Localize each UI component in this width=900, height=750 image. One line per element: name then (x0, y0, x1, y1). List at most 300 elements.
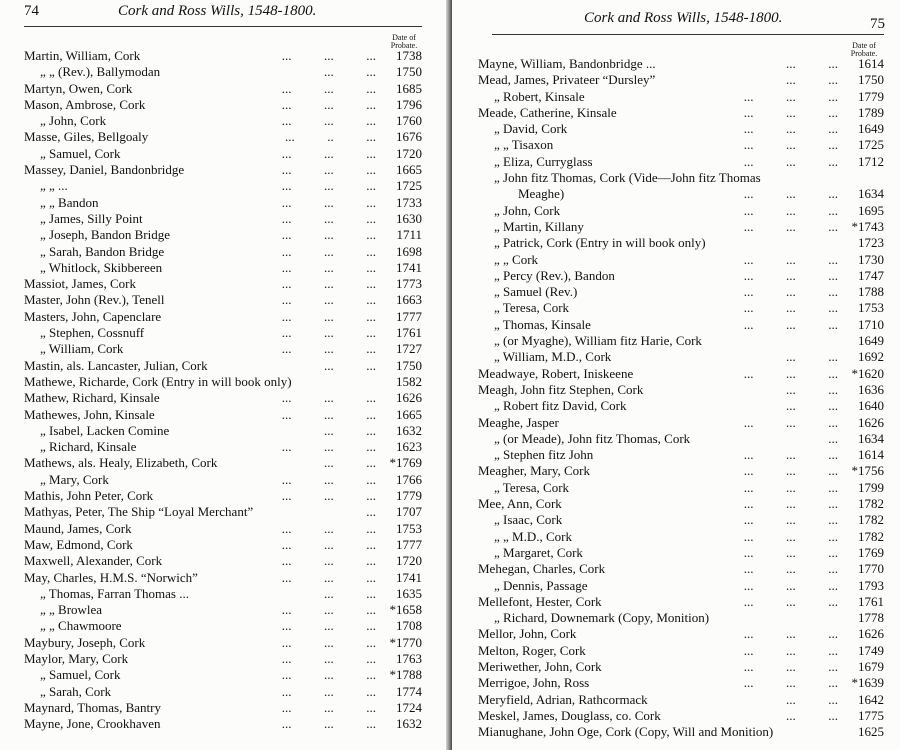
entry-name: Mianughane, John Oge, Cork (Copy, Will and Monition) (478, 724, 774, 740)
entry-row (24, 602, 422, 618)
entry-leader-dots: ... ... ... (281, 145, 376, 161)
entry-row (478, 626, 884, 642)
entry-leader-dots: ... ... ... (743, 251, 838, 267)
entry-name: Meaghe) (518, 186, 565, 202)
entry-leader-dots: ... ... ... (743, 626, 838, 642)
entry-probate-year: 1707 (396, 504, 422, 520)
entry-leader-dots: ... ... ... (281, 80, 376, 96)
entry-row (24, 97, 422, 113)
entry-probate-year: 1788 (858, 284, 884, 300)
entry-probate-year: 1741 (396, 259, 422, 275)
entry-leader-dots: ... ... ... (743, 642, 838, 658)
entry-probate-year: 1723 (858, 235, 884, 251)
entry-probate-year: 1695 (858, 202, 884, 218)
entry-leader-dots: ... ... ... (281, 406, 376, 422)
entry-name: „ Patrick, Cork (Entry in will book only) (494, 235, 706, 251)
entry-leader-dots: ... ... (324, 585, 376, 601)
entry-row (478, 463, 884, 479)
right-entry-list (478, 56, 884, 740)
entry-row (478, 252, 884, 268)
entry-name: „ „ M.D., Cork (494, 528, 572, 544)
entry-name: Mead, James, Privateer “Dursley” (478, 72, 656, 88)
entry-name: Mathews, als. Healy, Elizabeth, Cork (24, 455, 218, 471)
entry-leader-dots: ... ... (786, 691, 838, 707)
entry-name: „ John, Cork (40, 113, 107, 129)
entry-row (24, 472, 422, 488)
entry-probate-year: 1777 (396, 308, 422, 324)
entry-leader-dots: ... ... ... (743, 218, 838, 234)
entry-row (24, 700, 422, 716)
entry-leader-dots: ... ... (324, 455, 376, 471)
entry-probate-year: 1640 (858, 398, 884, 414)
entry-name: Massiot, James, Cork (24, 276, 136, 292)
left-entry-list (24, 48, 422, 732)
entry-leader-dots: ... ... ... (743, 121, 838, 137)
entry-probate-year: 1793 (858, 577, 884, 593)
entry-name: Maybury, Joseph, Cork (24, 634, 146, 650)
entry-row (24, 81, 422, 97)
entry-row (24, 260, 422, 276)
entry-row (24, 423, 422, 439)
entry-row (478, 203, 884, 219)
entry-name: „ „ (Rev.), Ballymodan (40, 64, 161, 80)
entry-name: Merrigoe, John, Ross (478, 675, 590, 691)
entry-row (478, 317, 884, 333)
entry-name: „ Sarah, Bandon Bridge (40, 243, 165, 259)
entry-leader-dots: ... ... ... (281, 390, 376, 406)
entry-leader-dots: ... ... (786, 707, 838, 723)
entry-leader-dots: ... ... ... (281, 650, 376, 666)
entry-leader-dots: ... ... ... (281, 178, 376, 194)
entry-name: Meriwether, John, Cork (478, 658, 602, 674)
entry-row (24, 455, 422, 471)
entry-name: Mason, Ambrose, Cork (24, 96, 146, 112)
entry-leader-dots: ... ... ... (281, 341, 376, 357)
entry-probate-year: 1725 (858, 137, 884, 153)
entry-row (478, 398, 884, 414)
right-column-header-line-1: Date of (852, 41, 876, 50)
entry-name: Mellor, John, Cork (478, 626, 577, 642)
entry-probate-year: 1747 (858, 267, 884, 283)
entry-leader-dots: ... ... ... (743, 186, 838, 202)
entry-row (24, 341, 422, 357)
entry-probate-year: *1769 (389, 455, 422, 471)
entry-name: Mathew, Richard, Kinsale (24, 390, 160, 406)
entry-probate-year: 1685 (396, 80, 422, 96)
entry-leader-dots: ... ... ... (743, 675, 838, 691)
entry-row (478, 415, 884, 431)
entry-name: Maund, James, Cork (24, 520, 132, 536)
entry-row (24, 129, 422, 145)
right-page (452, 0, 900, 750)
entry-name: „ Stephen, Cossnuff (40, 325, 145, 341)
entry-row (24, 309, 422, 325)
entry-row (478, 594, 884, 610)
entry-probate-year: 1760 (396, 113, 422, 129)
entry-leader-dots: ... ... ... (281, 308, 376, 324)
entry-probate-year: 1698 (396, 243, 422, 259)
entry-name: „ Joseph, Bandon Bridge (40, 227, 170, 243)
entry-name: Mathyas, Peter, The Ship “Loyal Merchant” (24, 504, 254, 520)
entry-probate-year: 1769 (858, 544, 884, 560)
entry-name: Mastin, als. Lancaster, Julian, Cork (24, 357, 208, 373)
entry-leader-dots: ... ... ... (281, 536, 376, 552)
entry-probate-year: 1779 (858, 88, 884, 104)
entry-leader-dots: ... ... ... (281, 325, 376, 341)
entry-leader-dots: ... ... ... (281, 210, 376, 226)
entry-row (24, 684, 422, 700)
entry-row (478, 431, 884, 447)
entry-name: „ Samuel, Cork (40, 145, 121, 161)
entry-row (478, 545, 884, 561)
entry-leader-dots: ... ... ... (743, 512, 838, 528)
entry-leader-dots: ... ... ... (743, 463, 838, 479)
entry-row (478, 529, 884, 545)
entry-row (478, 561, 884, 577)
entry-probate-year: 1665 (396, 406, 422, 422)
entry-probate-year: 1636 (858, 381, 884, 397)
entry-row (478, 137, 884, 153)
entry-leader-dots: ... (828, 430, 838, 446)
entry-row (24, 113, 422, 129)
entry-leader-dots: ... ... ... (743, 104, 838, 120)
entry-probate-year: 1750 (396, 357, 422, 373)
entry-probate-year: 1625 (858, 724, 884, 740)
entry-row (24, 276, 422, 292)
entry-probate-year: 1632 (396, 716, 422, 732)
entry-row (24, 504, 422, 520)
entry-row (24, 651, 422, 667)
entry-probate-year: 1753 (396, 520, 422, 536)
entry-row (24, 292, 422, 308)
entry-name: „ Isabel, Lacken Comine (40, 422, 170, 438)
entry-row (478, 235, 884, 251)
entry-row (478, 121, 884, 137)
entry-probate-year: 1782 (858, 512, 884, 528)
entry-name: Mayne, Jone, Crookhaven (24, 716, 161, 732)
entry-row (24, 521, 422, 537)
entry-row (24, 390, 422, 406)
entry-name: Maylor, Mary, Cork (24, 650, 129, 666)
entry-row (478, 480, 884, 496)
entry-leader-dots: ... .. ... (285, 129, 376, 145)
entry-probate-year: 1796 (396, 96, 422, 112)
entry-row (478, 170, 884, 186)
entry-name: „ Stephen fitz John (494, 447, 594, 463)
entry-name: „ (or Myaghe), William fitz Harie, Cork (494, 333, 702, 349)
entry-probate-year: 1614 (858, 447, 884, 463)
entry-probate-year: 1753 (858, 300, 884, 316)
entry-name: Mee, Ann, Cork (478, 496, 562, 512)
entry-leader-dots: ... ... ... (281, 520, 376, 536)
entry-row (24, 374, 422, 390)
entry-leader-dots: ... ... (786, 349, 838, 365)
entry-probate-year: 1770 (858, 561, 884, 577)
entry-row (478, 692, 884, 708)
entry-name: Mathis, John Peter, Cork (24, 488, 154, 504)
entry-row (478, 724, 884, 740)
entry-leader-dots: ... ... ... (281, 602, 376, 618)
entry-leader-dots: ... ... ... (743, 153, 838, 169)
entry-row (24, 439, 422, 455)
entry-row (24, 325, 422, 341)
entry-leader-dots: ... ... ... (281, 276, 376, 292)
entry-leader-dots: ... ... (324, 64, 376, 80)
entry-row (24, 488, 422, 504)
entry-leader-dots: ... ... ... (281, 488, 376, 504)
entry-probate-year: *1770 (389, 634, 422, 650)
entry-name: „ (or Meade), John fitz Thomas, Cork (494, 430, 691, 446)
entry-leader-dots: ... ... ... (743, 577, 838, 593)
entry-leader-dots: ... ... ... (743, 300, 838, 316)
entry-name: Masse, Giles, Bellgoaly (24, 129, 149, 145)
entry-name: „ Dennis, Passage (494, 577, 588, 593)
entry-probate-year: 1761 (858, 593, 884, 609)
entry-probate-year: 1763 (396, 650, 422, 666)
entry-name: „ Richard, Kinsale (40, 439, 137, 455)
entry-name: „ Mary, Cork (40, 471, 109, 487)
entry-probate-year: *1743 (851, 218, 884, 234)
entry-row (24, 227, 422, 243)
entry-name: „ „ Browlea (40, 602, 103, 618)
entry-leader-dots: ... ... ... (743, 316, 838, 332)
entry-leader-dots: ... ... ... (281, 162, 376, 178)
entry-name: Master, John (Rev.), Tenell (24, 292, 165, 308)
entry-leader-dots: ... ... ... (281, 569, 376, 585)
entry-probate-year: 1665 (396, 162, 422, 178)
left-column-header-line-2: Probate. (390, 41, 418, 50)
entry-probate-year: *1788 (389, 667, 422, 683)
entry-leader-dots: ... ... ... (743, 88, 838, 104)
entry-leader-dots: ... ... ... (281, 48, 376, 63)
entry-probate-year: 1649 (858, 121, 884, 137)
entry-name: Meskel, James, Douglass, co. Cork (478, 707, 661, 723)
entry-leader-dots: ... ... ... (743, 202, 838, 218)
left-page (0, 0, 448, 750)
entry-name: „ William, M.D., Cork (494, 349, 612, 365)
entry-probate-year: 1761 (396, 325, 422, 341)
entry-row (478, 659, 884, 675)
entry-row (24, 178, 422, 194)
entry-name: Martin, William, Cork (24, 48, 141, 63)
entry-leader-dots: ... ... (324, 422, 376, 438)
entry-probate-year: *1620 (851, 365, 884, 381)
entry-row (478, 496, 884, 512)
left-running-title: Cork and Ross Wills, 1548-1800. (118, 3, 317, 19)
entry-name: Maynard, Thomas, Bantry (24, 699, 161, 715)
entry-row (478, 219, 884, 235)
entry-leader-dots: ... ... ... (743, 496, 838, 512)
entry-row (478, 300, 884, 316)
entry-probate-year: 1649 (858, 333, 884, 349)
entry-row (478, 675, 884, 691)
entry-row (24, 618, 422, 634)
entry-name: „ Eliza, Curryglass (494, 153, 593, 169)
entry-name: „ Isaac, Cork (494, 512, 563, 528)
entry-row (478, 56, 884, 72)
entry-probate-year: 1663 (396, 292, 422, 308)
entry-probate-year: 1626 (858, 414, 884, 430)
entry-probate-year: *1639 (851, 675, 884, 691)
entry-row (24, 48, 422, 64)
entry-name: Mathewe, Richarde, Cork (Entry in will book only) (24, 373, 292, 389)
entry-leader-dots: ... ... (786, 72, 838, 88)
entry-probate-year: 1799 (858, 479, 884, 495)
entry-leader-dots: ... ... ... (281, 259, 376, 275)
entry-name: „ Martin, Killany (494, 218, 584, 234)
entry-leader-dots: ... ... ... (743, 447, 838, 463)
entry-name: „ Robert, Kinsale (494, 88, 585, 104)
entry-probate-year: 1724 (396, 699, 422, 715)
entry-leader-dots: ... ... ... (281, 667, 376, 683)
entry-row (478, 154, 884, 170)
entry-name: „ Samuel (Rev.) (494, 284, 578, 300)
entry-name: May, Charles, H.M.S. “Norwich” (24, 569, 198, 585)
entry-row (24, 211, 422, 227)
entry-row (24, 358, 422, 374)
entry-row (478, 105, 884, 121)
entry-row (478, 512, 884, 528)
entry-name: „ „ Chawmoore (40, 618, 122, 634)
entry-probate-year: 1738 (396, 48, 422, 63)
entry-probate-year: 1778 (858, 610, 884, 626)
entry-name: Mehegan, Charles, Cork (478, 561, 606, 577)
entry-name: Mathewes, John, Kinsale (24, 406, 155, 422)
entry-row (478, 578, 884, 594)
entry-name: „ „ ... (40, 178, 68, 194)
entry-row (24, 146, 422, 162)
entry-row (478, 333, 884, 349)
entry-row (24, 553, 422, 569)
entry-leader-dots: ... ... ... (281, 716, 376, 732)
entry-probate-year: 1711 (396, 227, 422, 243)
entry-name: Melton, Roger, Cork (478, 642, 586, 658)
entry-leader-dots: ... ... ... (281, 683, 376, 699)
entry-probate-year: 1777 (396, 536, 422, 552)
entry-leader-dots: ... ... ... (281, 292, 376, 308)
entry-row (478, 610, 884, 626)
entry-name: „ Thomas, Farran Thomas ... (40, 585, 189, 601)
entry-row (24, 570, 422, 586)
entry-probate-year: *1756 (851, 463, 884, 479)
entry-row (24, 635, 422, 651)
entry-probate-year: 1676 (396, 129, 422, 145)
entry-name: „ Percy (Rev.), Bandon (494, 267, 615, 283)
entry-name: „ John, Cork (494, 202, 561, 218)
entry-name: Massey, Daniel, Bandonbridge (24, 162, 185, 178)
entry-probate-year: 1712 (858, 153, 884, 169)
entry-leader-dots: ... ... ... (743, 544, 838, 560)
entry-probate-year: 1720 (396, 553, 422, 569)
entry-probate-year: 1614 (858, 56, 884, 71)
entry-probate-year: 1750 (858, 72, 884, 88)
entry-probate-year: 1727 (396, 341, 422, 357)
entry-name: „ „ Cork (494, 251, 539, 267)
entry-leader-dots: ... ... (786, 381, 838, 397)
entry-row (24, 716, 422, 732)
entry-row (478, 366, 884, 382)
entry-probate-year: 1720 (396, 145, 422, 161)
entry-probate-year: 1708 (396, 618, 422, 634)
entry-probate-year: 1626 (396, 390, 422, 406)
entry-row (24, 162, 422, 178)
entry-row (24, 586, 422, 602)
entry-name: „ John fitz Thomas, Cork (Vide—John fitz Thomas (494, 170, 761, 186)
entry-row (24, 64, 422, 80)
entry-probate-year: 1679 (858, 658, 884, 674)
entry-name: „ „ Tisaxon (494, 137, 554, 153)
entry-row (24, 244, 422, 260)
entry-leader-dots: ... ... ... (281, 96, 376, 112)
entry-probate-year: 1774 (396, 683, 422, 699)
entry-name: „ Samuel, Cork (40, 667, 121, 683)
entry-probate-year: 1789 (858, 104, 884, 120)
right-column-header-line-2: Probate. (850, 49, 878, 58)
entry-leader-dots: ... ... (786, 56, 838, 71)
entry-name: Maw, Edmond, Cork (24, 536, 133, 552)
entry-probate-year: 1749 (858, 642, 884, 658)
entry-name: „ Whitlock, Skibbereen (40, 259, 163, 275)
entry-probate-year: 1741 (396, 569, 422, 585)
entry-name: Meryfield, Adrian, Rathcormack (478, 691, 648, 707)
entry-name: Masters, John, Capenclare (24, 308, 162, 324)
entry-probate-year: 1692 (858, 349, 884, 365)
entry-leader-dots: ... ... ... (281, 699, 376, 715)
entry-probate-year: 1779 (396, 488, 422, 504)
right-header-rule (492, 34, 884, 35)
entry-probate-year: 1710 (858, 316, 884, 332)
entry-probate-year: 1775 (858, 707, 884, 723)
entry-row (24, 407, 422, 423)
entry-probate-year: *1658 (389, 602, 422, 618)
entry-name: Mellefont, Hester, Cork (478, 593, 602, 609)
entry-probate-year: 1766 (396, 471, 422, 487)
entry-name: „ William, Cork (40, 341, 124, 357)
entry-probate-year: 1782 (858, 528, 884, 544)
entry-leader-dots: ... (366, 504, 376, 520)
entry-name: „ Teresa, Cork (494, 300, 570, 316)
entry-name: „ Robert fitz David, Cork (494, 398, 627, 414)
entry-probate-year: 1632 (396, 422, 422, 438)
entry-probate-year: 1725 (396, 178, 422, 194)
entry-probate-year: 1750 (396, 64, 422, 80)
entry-name: Mayne, William, Bandonbridge ... (478, 56, 656, 71)
entry-name: „ Margaret, Cork (494, 544, 583, 560)
right-page-number: 75 (870, 16, 885, 32)
entry-row (24, 537, 422, 553)
entry-name: „ Sarah, Cork (40, 683, 112, 699)
entry-name: „ Teresa, Cork (494, 479, 570, 495)
entry-row (478, 268, 884, 284)
entry-row (478, 72, 884, 88)
entry-name: Meade, Catherine, Kinsale (478, 104, 617, 120)
entry-probate-year: 1773 (396, 276, 422, 292)
entry-row (478, 89, 884, 105)
entry-leader-dots: ... ... ... (743, 561, 838, 577)
entry-probate-year: 1733 (396, 194, 422, 210)
entry-name: Meagh, John fitz Stephen, Cork (478, 381, 644, 397)
entry-leader-dots: ... ... ... (743, 593, 838, 609)
entry-probate-year: 1730 (858, 251, 884, 267)
entry-leader-dots: ... ... ... (281, 227, 376, 243)
entry-leader-dots: ... ... ... (281, 194, 376, 210)
entry-leader-dots: ... ... ... (743, 284, 838, 300)
entry-row (24, 195, 422, 211)
entry-leader-dots: ... ... ... (743, 365, 838, 381)
entry-name: „ Thomas, Kinsale (494, 316, 591, 332)
entry-probate-year: 1626 (858, 626, 884, 642)
entry-probate-year: 1642 (858, 691, 884, 707)
